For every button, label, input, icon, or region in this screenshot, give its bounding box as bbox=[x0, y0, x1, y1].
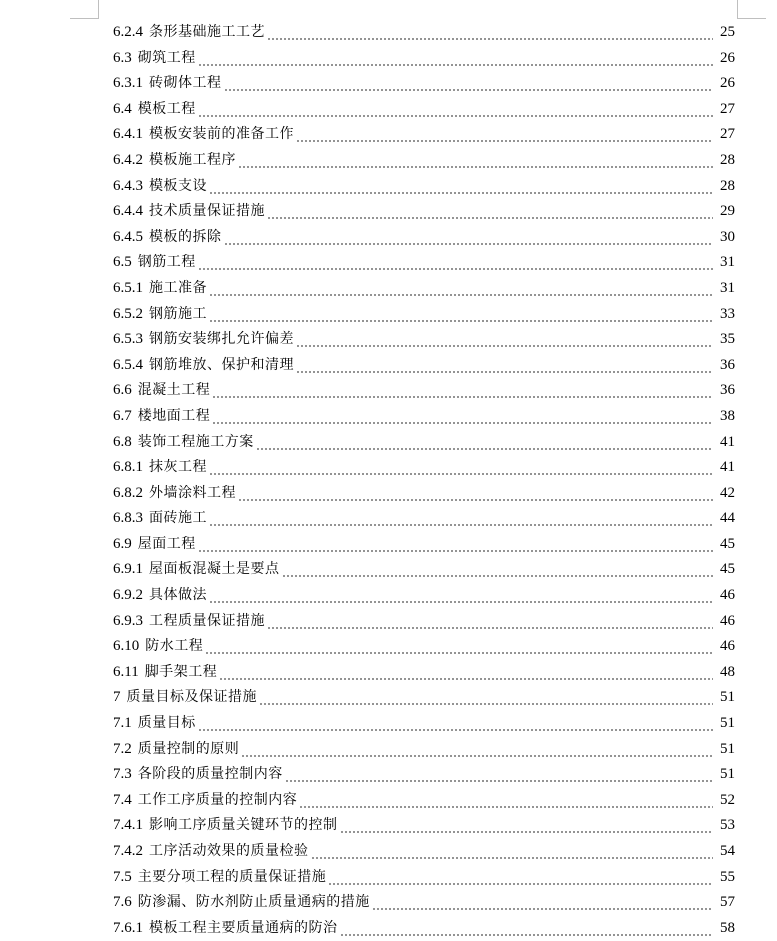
toc-entry-title: 质量目标及保证措施 bbox=[126, 689, 257, 706]
toc-entry-number: 6.6 bbox=[113, 382, 132, 399]
toc-entry[interactable] bbox=[113, 378, 735, 404]
toc-dot-leader bbox=[285, 762, 713, 788]
toc-entry[interactable] bbox=[113, 199, 735, 225]
toc-entry-number: 6.5.4 bbox=[113, 356, 143, 373]
toc-dot-leader bbox=[209, 276, 713, 302]
toc-entry-number: 6.8.3 bbox=[113, 510, 143, 527]
toc-entry-page-number: 26 bbox=[720, 75, 735, 92]
toc-entry-number: 6.8 bbox=[113, 433, 132, 450]
toc-entry-title: 施工准备 bbox=[149, 279, 207, 296]
toc-entry-page-number: 46 bbox=[720, 587, 735, 604]
toc-dot-leader bbox=[224, 225, 714, 251]
toc-entry-title: 楼地面工程 bbox=[137, 407, 211, 424]
toc-entry-title: 防水工程 bbox=[145, 638, 204, 655]
toc-entry[interactable] bbox=[113, 97, 735, 123]
toc-entry[interactable] bbox=[113, 225, 735, 251]
toc-entry-title: 外墙涂料工程 bbox=[149, 484, 236, 501]
toc-entry-title: 砖砌体工程 bbox=[149, 75, 222, 92]
toc-dot-leader bbox=[198, 97, 713, 123]
toc-entry[interactable] bbox=[113, 506, 735, 532]
toc-entry-title: 防渗漏、防水剂防止质量通病的措施 bbox=[137, 894, 370, 911]
toc-entry-page-number: 57 bbox=[720, 894, 735, 911]
toc-entry[interactable] bbox=[113, 737, 735, 763]
toc-entry[interactable] bbox=[113, 609, 735, 635]
toc-entry[interactable] bbox=[113, 174, 735, 200]
toc-entry-number: 6.9 bbox=[113, 535, 132, 552]
toc-dot-leader bbox=[198, 532, 713, 558]
toc-dot-leader bbox=[198, 46, 713, 72]
toc-entry-title: 装饰工程施工方案 bbox=[137, 433, 254, 450]
toc-entry-title: 混凝土工程 bbox=[137, 382, 211, 399]
toc-entry-page-number: 51 bbox=[720, 715, 735, 732]
toc-entry-title: 模板施工程序 bbox=[149, 151, 236, 168]
toc-entry-page-number: 26 bbox=[720, 49, 735, 66]
toc-entry[interactable] bbox=[113, 430, 735, 456]
toc-entry-title: 影响工序质量关键环节的控制 bbox=[149, 817, 338, 834]
toc-dot-leader bbox=[224, 71, 714, 97]
toc-entry-number: 6.4.4 bbox=[113, 203, 143, 220]
toc-entry-page-number: 51 bbox=[720, 766, 735, 783]
toc-entry-page-number: 52 bbox=[720, 791, 735, 808]
toc-dot-leader bbox=[328, 865, 713, 891]
toc-entry-number: 6.5.2 bbox=[113, 305, 143, 322]
toc-entry-page-number: 36 bbox=[720, 356, 735, 373]
toc-entry[interactable] bbox=[113, 353, 735, 379]
toc-entry-number: 7.1 bbox=[113, 715, 132, 732]
toc-entry-number: 6.3 bbox=[113, 49, 132, 66]
toc-entry[interactable] bbox=[113, 839, 735, 865]
toc-entry-number: 6.8.2 bbox=[113, 484, 143, 501]
toc-entry-title: 工程质量保证措施 bbox=[149, 612, 265, 629]
toc-entry[interactable] bbox=[113, 788, 735, 814]
toc-entry[interactable] bbox=[113, 20, 735, 46]
toc-entry-title: 主要分项工程的质量保证措施 bbox=[137, 868, 327, 885]
toc-entry-page-number: 25 bbox=[720, 24, 735, 40]
toc-dot-leader bbox=[282, 557, 714, 583]
toc-entry-number: 6.4.5 bbox=[113, 228, 143, 245]
toc-entry-page-number: 33 bbox=[720, 305, 735, 322]
toc-entry-page-number: 29 bbox=[720, 203, 735, 220]
toc-entry-page-number: 35 bbox=[720, 331, 735, 348]
toc-dot-leader bbox=[259, 685, 713, 711]
toc-entry-number: 6.4.2 bbox=[113, 151, 143, 168]
toc-entry-number: 7 bbox=[113, 689, 121, 706]
toc-entry[interactable] bbox=[113, 634, 735, 660]
toc-entry[interactable] bbox=[113, 455, 735, 481]
toc-entry-page-number: 51 bbox=[720, 740, 735, 757]
toc-entry-page-number: 38 bbox=[720, 407, 735, 424]
toc-entry-title: 钢筋工程 bbox=[137, 254, 196, 271]
toc-entry[interactable] bbox=[113, 250, 735, 276]
toc-dot-leader bbox=[212, 378, 713, 404]
toc-entry-page-number: 28 bbox=[720, 177, 735, 194]
toc-entry[interactable] bbox=[113, 583, 735, 609]
toc-entry-page-number: 42 bbox=[720, 484, 735, 501]
toc-dot-leader bbox=[205, 634, 713, 660]
toc-entry[interactable] bbox=[113, 685, 735, 711]
toc-entry-page-number: 54 bbox=[720, 843, 735, 859]
toc-entry-title: 质量目标 bbox=[137, 715, 196, 732]
toc-entry-page-number: 41 bbox=[720, 459, 735, 476]
toc-dot-leader bbox=[219, 660, 713, 686]
toc-entry-title: 面砖施工 bbox=[149, 510, 207, 527]
toc-entry-page-number: 48 bbox=[720, 663, 735, 680]
toc-entry[interactable] bbox=[113, 404, 735, 430]
toc-entry-page-number: 53 bbox=[720, 817, 735, 834]
toc-entry-number: 6.4.1 bbox=[113, 126, 143, 143]
toc-dot-leader bbox=[209, 583, 713, 609]
toc-entry-number: 6.11 bbox=[113, 663, 139, 680]
toc-entry-title: 工序活动效果的质量检验 bbox=[149, 843, 309, 859]
toc-entry-number: 7.6.1 bbox=[113, 919, 143, 936]
toc-entry-title: 模板工程主要质量通病的防治 bbox=[149, 919, 338, 936]
toc-dot-leader bbox=[340, 813, 714, 839]
toc-entry-number: 6.4 bbox=[113, 100, 132, 117]
toc-entry-title: 屋面工程 bbox=[137, 535, 196, 552]
toc-entry-title: 抹灰工程 bbox=[149, 459, 207, 476]
toc-dot-leader bbox=[267, 199, 713, 225]
toc-entry[interactable] bbox=[113, 532, 735, 558]
toc-dot-leader bbox=[241, 737, 713, 763]
toc-entry-page-number: 31 bbox=[720, 279, 735, 296]
toc-entry-number: 6.9.1 bbox=[113, 561, 143, 578]
toc-entry-page-number: 31 bbox=[720, 254, 735, 271]
toc-entry-number: 7.4.1 bbox=[113, 817, 143, 834]
toc-entry-page-number: 41 bbox=[720, 433, 735, 450]
toc-entry-page-number: 36 bbox=[720, 382, 735, 399]
toc-dot-leader bbox=[209, 455, 713, 481]
toc-dot-leader bbox=[209, 506, 713, 532]
toc-entry[interactable] bbox=[113, 122, 735, 148]
toc-entry[interactable] bbox=[113, 711, 735, 737]
toc-entry-title: 模板支设 bbox=[149, 177, 207, 194]
toc-dot-leader bbox=[267, 609, 713, 635]
toc-dot-leader bbox=[209, 302, 713, 328]
toc-entry-title: 钢筋堆放、保护和清理 bbox=[149, 356, 294, 373]
toc-entry-number: 6.4.3 bbox=[113, 177, 143, 194]
toc-entry-number: 7.3 bbox=[113, 766, 132, 783]
toc-entry-number: 6.3.1 bbox=[113, 75, 143, 92]
toc-entry-page-number: 30 bbox=[720, 228, 735, 245]
toc-entry-title: 条形基础施工工艺 bbox=[149, 24, 265, 40]
toc-dot-leader bbox=[212, 404, 713, 430]
toc-entry-number: 6.9.3 bbox=[113, 612, 143, 629]
toc-dot-leader bbox=[198, 250, 713, 276]
toc-entry-number: 7.5 bbox=[113, 868, 132, 885]
toc-entry-title: 技术质量保证措施 bbox=[149, 203, 265, 220]
toc-entry[interactable] bbox=[113, 916, 735, 941]
toc-entry[interactable] bbox=[113, 481, 735, 507]
toc-entry-page-number: 46 bbox=[720, 638, 735, 655]
toc-entry[interactable] bbox=[113, 865, 735, 891]
toc-entry-title: 钢筋安装绑扎允许偏差 bbox=[149, 331, 294, 348]
toc-entry-page-number: 51 bbox=[720, 689, 735, 706]
toc-entry[interactable] bbox=[113, 71, 735, 97]
toc-dot-leader bbox=[209, 174, 713, 200]
toc-entry[interactable] bbox=[113, 557, 735, 583]
toc-entry-title: 砌筑工程 bbox=[137, 49, 196, 66]
toc-dot-leader bbox=[296, 122, 713, 148]
toc-entry-number: 6.10 bbox=[113, 638, 140, 655]
toc-entry-title: 模板工程 bbox=[137, 100, 196, 117]
toc-entry-number: 7.4.2 bbox=[113, 843, 143, 859]
toc-entry-number: 7.4 bbox=[113, 791, 132, 808]
toc-entry-number: 6.9.2 bbox=[113, 587, 143, 604]
toc-dot-leader bbox=[299, 788, 713, 814]
toc-dot-leader bbox=[296, 327, 713, 353]
toc-entry[interactable] bbox=[113, 890, 735, 916]
toc-entry-title: 具体做法 bbox=[149, 587, 207, 604]
toc-entry-number: 7.2 bbox=[113, 740, 132, 757]
toc-entry-page-number: 27 bbox=[720, 100, 735, 117]
toc-entry-title: 模板的拆除 bbox=[149, 228, 222, 245]
toc-entry-title: 质量控制的原则 bbox=[137, 740, 240, 757]
page-corner-mark-right bbox=[737, 0, 766, 19]
toc-entry-title: 脚手架工程 bbox=[144, 663, 218, 680]
toc-entry[interactable] bbox=[113, 660, 735, 686]
toc-entry-number: 7.6 bbox=[113, 894, 132, 911]
toc-entry[interactable] bbox=[113, 148, 735, 174]
toc-entry-title: 屋面板混凝土是要点 bbox=[149, 561, 280, 578]
toc-entry[interactable] bbox=[113, 813, 735, 839]
toc-dot-leader bbox=[372, 890, 713, 916]
toc-entry-number: 6.2.4 bbox=[113, 24, 143, 40]
toc-entry[interactable] bbox=[113, 46, 735, 72]
page-corner-mark-left bbox=[70, 0, 99, 19]
toc-dot-leader bbox=[267, 20, 713, 46]
toc-entry-page-number: 45 bbox=[720, 535, 735, 552]
table-of-contents bbox=[113, 20, 735, 941]
toc-entry-title: 模板安装前的准备工作 bbox=[149, 126, 294, 143]
toc-entry[interactable] bbox=[113, 276, 735, 302]
toc-entry-number: 6.5.3 bbox=[113, 331, 143, 348]
toc-dot-leader bbox=[340, 916, 714, 941]
toc-dot-leader bbox=[296, 353, 713, 379]
toc-dot-leader bbox=[311, 839, 714, 865]
toc-dot-leader bbox=[238, 481, 713, 507]
toc-entry-page-number: 55 bbox=[720, 868, 735, 885]
toc-entry-page-number: 58 bbox=[720, 919, 735, 936]
toc-entry[interactable] bbox=[113, 327, 735, 353]
toc-entry-page-number: 45 bbox=[720, 561, 735, 578]
toc-entry-page-number: 28 bbox=[720, 151, 735, 168]
toc-entry-number: 6.5.1 bbox=[113, 279, 143, 296]
toc-dot-leader bbox=[238, 148, 713, 174]
toc-dot-leader bbox=[256, 430, 713, 456]
toc-dot-leader bbox=[198, 711, 713, 737]
toc-entry-number: 6.5 bbox=[113, 254, 132, 271]
toc-entry-page-number: 46 bbox=[720, 612, 735, 629]
toc-entry-number: 6.7 bbox=[113, 407, 132, 424]
toc-entry-title: 各阶段的质量控制内容 bbox=[137, 766, 283, 783]
toc-entry-title: 钢筋施工 bbox=[149, 305, 207, 322]
toc-entry-number: 6.8.1 bbox=[113, 459, 143, 476]
toc-entry[interactable] bbox=[113, 762, 735, 788]
toc-entry-page-number: 44 bbox=[720, 510, 735, 527]
toc-entry-title: 工作工序质量的控制内容 bbox=[137, 791, 298, 808]
toc-entry[interactable] bbox=[113, 302, 735, 328]
toc-entry-page-number: 27 bbox=[720, 126, 735, 143]
